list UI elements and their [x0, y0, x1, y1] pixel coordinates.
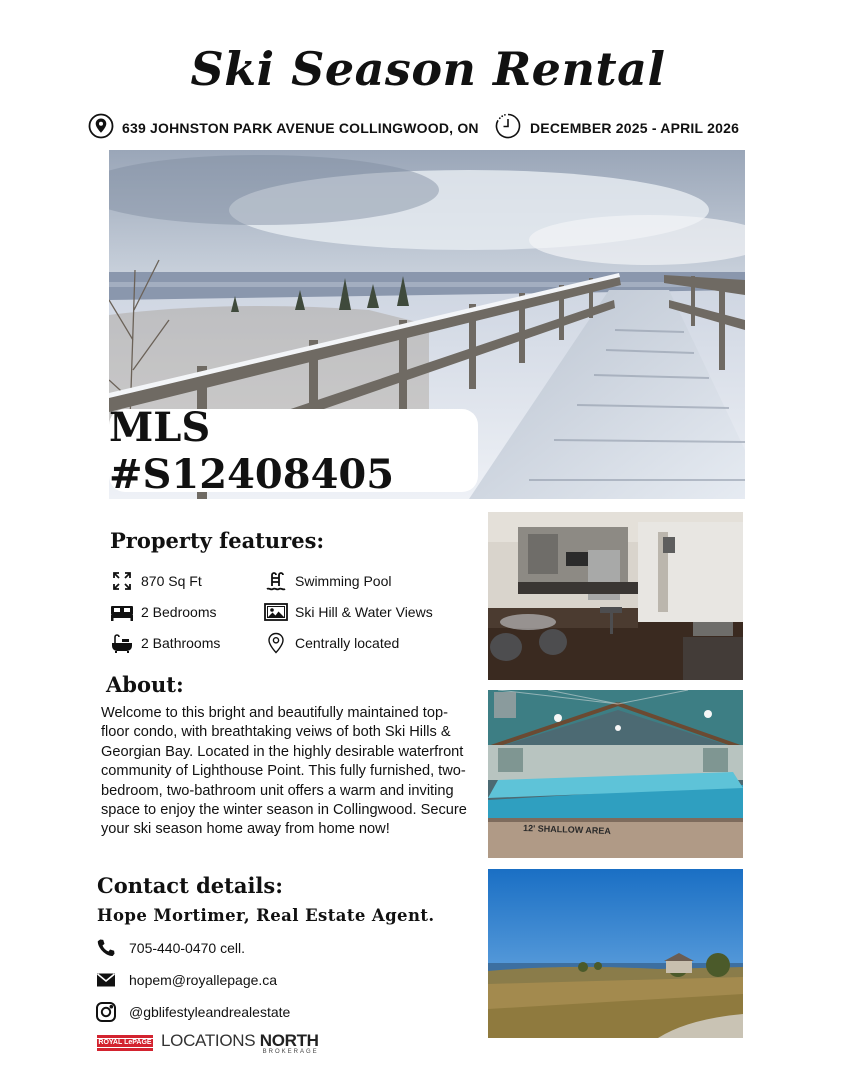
phone-number[interactable]: 705-440-0470 cell.: [129, 940, 245, 956]
kitchen-photo: [488, 512, 743, 680]
clock-icon: [494, 112, 522, 145]
location-pin-icon: [264, 632, 288, 654]
instagram-icon: [95, 1001, 117, 1023]
indoor-pool-photo: [488, 690, 743, 858]
features-heading: Property features:: [110, 528, 325, 553]
address-text: 639 JOHNSTON PARK AVENUE COLLINGWOOD, ON: [122, 120, 479, 136]
instagram-handle[interactable]: @gblifestyleandrealestate: [129, 1004, 291, 1020]
phone-contact[interactable]: [95, 937, 245, 959]
bathtub-icon: [110, 632, 134, 654]
feature-item: Ski Hill & Water Views: [264, 601, 433, 623]
email-address[interactable]: hopem@royallepage.ca: [129, 972, 278, 988]
feature-item: 870 Sq Ft: [110, 570, 202, 592]
feature-item: Centrally located: [264, 632, 399, 654]
address-row: [88, 114, 479, 142]
mls-number-badge: [109, 403, 478, 498]
page-title: Ski Season Rental: [190, 42, 666, 96]
date-range-text: DECEMBER 2025 - APRIL 2026: [530, 120, 740, 136]
mls-number: MLS #S12408405: [109, 403, 395, 498]
email-icon: [95, 969, 117, 991]
bed-icon: [110, 601, 134, 623]
expand-arrows-icon: [110, 570, 134, 592]
waterfront-view-photo: [488, 869, 743, 1038]
location-pin-icon: [88, 113, 114, 144]
instagram-contact[interactable]: [95, 1001, 290, 1023]
landscape-picture-icon: [264, 601, 288, 623]
feature-item: Swimming Pool: [264, 570, 391, 592]
pool-sign-text: 12' SHALLOW AREA: [522, 823, 612, 837]
about-heading: About:: [106, 672, 184, 697]
contact-heading: Contact details:: [97, 873, 283, 898]
phone-icon: [95, 937, 117, 959]
pool-ladder-icon: [264, 570, 288, 592]
about-description: Welcome to this bright and beautifully maintained top-floor condo, with breathtaking veiws of both Ski Hills & Georgian Bay. Located in the highly desirable waterfront community of Lighthouse Point. This fully furnished, two-bedroom, two-bathroom unit offers a warm and inviting space to enjoy the winter season in Collingwood. Secure your ski season home away from home now!: [101, 705, 467, 838]
brokerage-logos: [97, 1027, 319, 1059]
date-row: [494, 114, 739, 142]
locations-north-logo: LOCATIONS NORTH BROKERAGE: [161, 1031, 319, 1055]
agent-name: Hope Mortimer, Real Estate Agent.: [97, 906, 435, 925]
royal-lepage-logo: ROYAL LePAGE: [97, 1034, 153, 1052]
feature-item: 2 Bedrooms: [110, 601, 216, 623]
email-contact[interactable]: [95, 969, 277, 991]
feature-item: 2 Bathrooms: [110, 632, 220, 654]
